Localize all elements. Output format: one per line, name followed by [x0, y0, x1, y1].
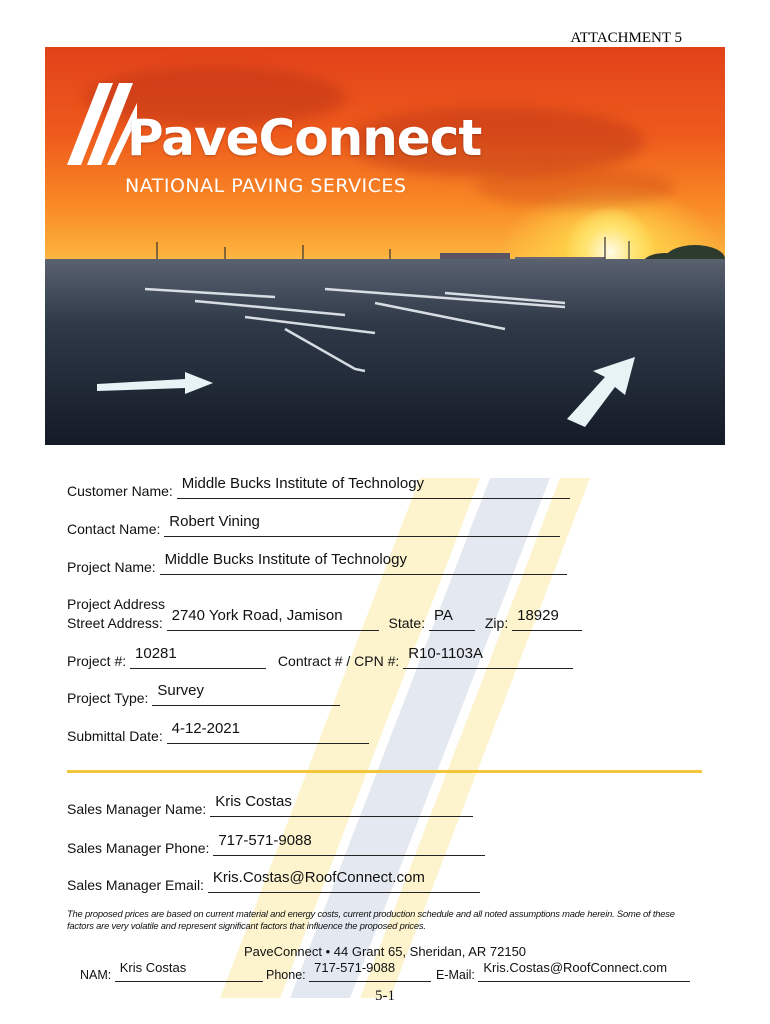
- contact-name-row: [67, 513, 560, 537]
- contact-name-field[interactable]: Robert Vining: [164, 518, 560, 537]
- project-address-heading: Project Address: [67, 596, 166, 612]
- project-name-row: [67, 551, 567, 575]
- state-field[interactable]: PA: [429, 612, 475, 631]
- customer-name-row: [67, 475, 570, 499]
- hero-banner-image: [45, 47, 725, 445]
- section-divider: [67, 770, 702, 773]
- street-address-row: [67, 607, 582, 631]
- project-name-field[interactable]: Middle Bucks Institute of Technology: [160, 556, 567, 575]
- pricing-disclaimer: The proposed prices are based on current material and energy costs, current production schedule and all noted assumptions made herein. Some of these factors are very volatile and represent significant factors that influence the proposed prices.: [67, 908, 675, 931]
- footer-phone: [266, 960, 431, 982]
- sales-manager-name-row: [67, 793, 473, 817]
- sales-manager-email-field[interactable]: Kris.Costas@RoofConnect.com: [208, 874, 480, 893]
- footer-phone-label: Phone:: [266, 968, 306, 982]
- sales-manager-phone-row: [67, 832, 485, 856]
- brand-name: PaveConnect: [127, 109, 482, 167]
- project-number-label: Project #:: [67, 653, 127, 669]
- footer-email-field[interactable]: Kris.Costas@RoofConnect.com: [478, 966, 690, 982]
- sales-manager-phone-field[interactable]: 717-571-9088: [213, 837, 485, 856]
- nam-label: NAM:: [80, 968, 112, 982]
- parking-lot: [45, 259, 725, 445]
- brand-tagline: NATIONAL PAVING SERVICES: [125, 175, 407, 197]
- submittal-date-field[interactable]: 4-12-2021: [167, 725, 369, 744]
- attachment-label: ATTACHMENT 5: [570, 30, 682, 46]
- project-name-label: Project Name:: [67, 559, 156, 575]
- contact-name-label: Contact Name:: [67, 521, 161, 537]
- zip-label: Zip:: [484, 615, 509, 631]
- contract-field[interactable]: R10-1103A: [403, 650, 573, 669]
- project-number-row: [67, 645, 573, 669]
- project-type-row: [67, 682, 340, 706]
- customer-name-label: Customer Name:: [67, 483, 173, 499]
- submittal-date-label: Submittal Date:: [67, 728, 163, 744]
- project-type-label: Project Type:: [67, 690, 149, 706]
- company-address: PaveConnect • 44 Grant 65, Sheridan, AR 72150: [243, 944, 527, 959]
- nam-field[interactable]: Kris Costas: [115, 966, 263, 982]
- customer-name-field[interactable]: Middle Bucks Institute of Technology: [177, 480, 570, 499]
- street-address-field[interactable]: 2740 York Road, Jamison: [167, 612, 379, 631]
- sales-manager-name-label: Sales Manager Name:: [67, 801, 207, 817]
- submittal-date-row: [67, 720, 369, 744]
- footer-email-label: E-Mail:: [436, 968, 475, 982]
- page-number: 5-1: [375, 988, 395, 1004]
- project-type-field[interactable]: Survey: [152, 687, 340, 706]
- project-number-field[interactable]: 10281: [130, 650, 266, 669]
- zip-field[interactable]: 18929: [512, 612, 582, 631]
- footer-phone-field[interactable]: 717-571-9088: [309, 966, 431, 982]
- sales-manager-email-row: [67, 869, 480, 893]
- sales-manager-phone-label: Sales Manager Phone:: [67, 840, 210, 856]
- state-label: State:: [388, 615, 426, 631]
- contract-label: Contract # / CPN #:: [277, 653, 400, 669]
- street-address-label: Street Address:: [67, 615, 163, 631]
- footer-nam: [80, 960, 263, 982]
- footer-email: [436, 960, 690, 982]
- sales-manager-name-field[interactable]: Kris Costas: [210, 798, 473, 817]
- sales-manager-email-label: Sales Manager Email:: [67, 877, 204, 893]
